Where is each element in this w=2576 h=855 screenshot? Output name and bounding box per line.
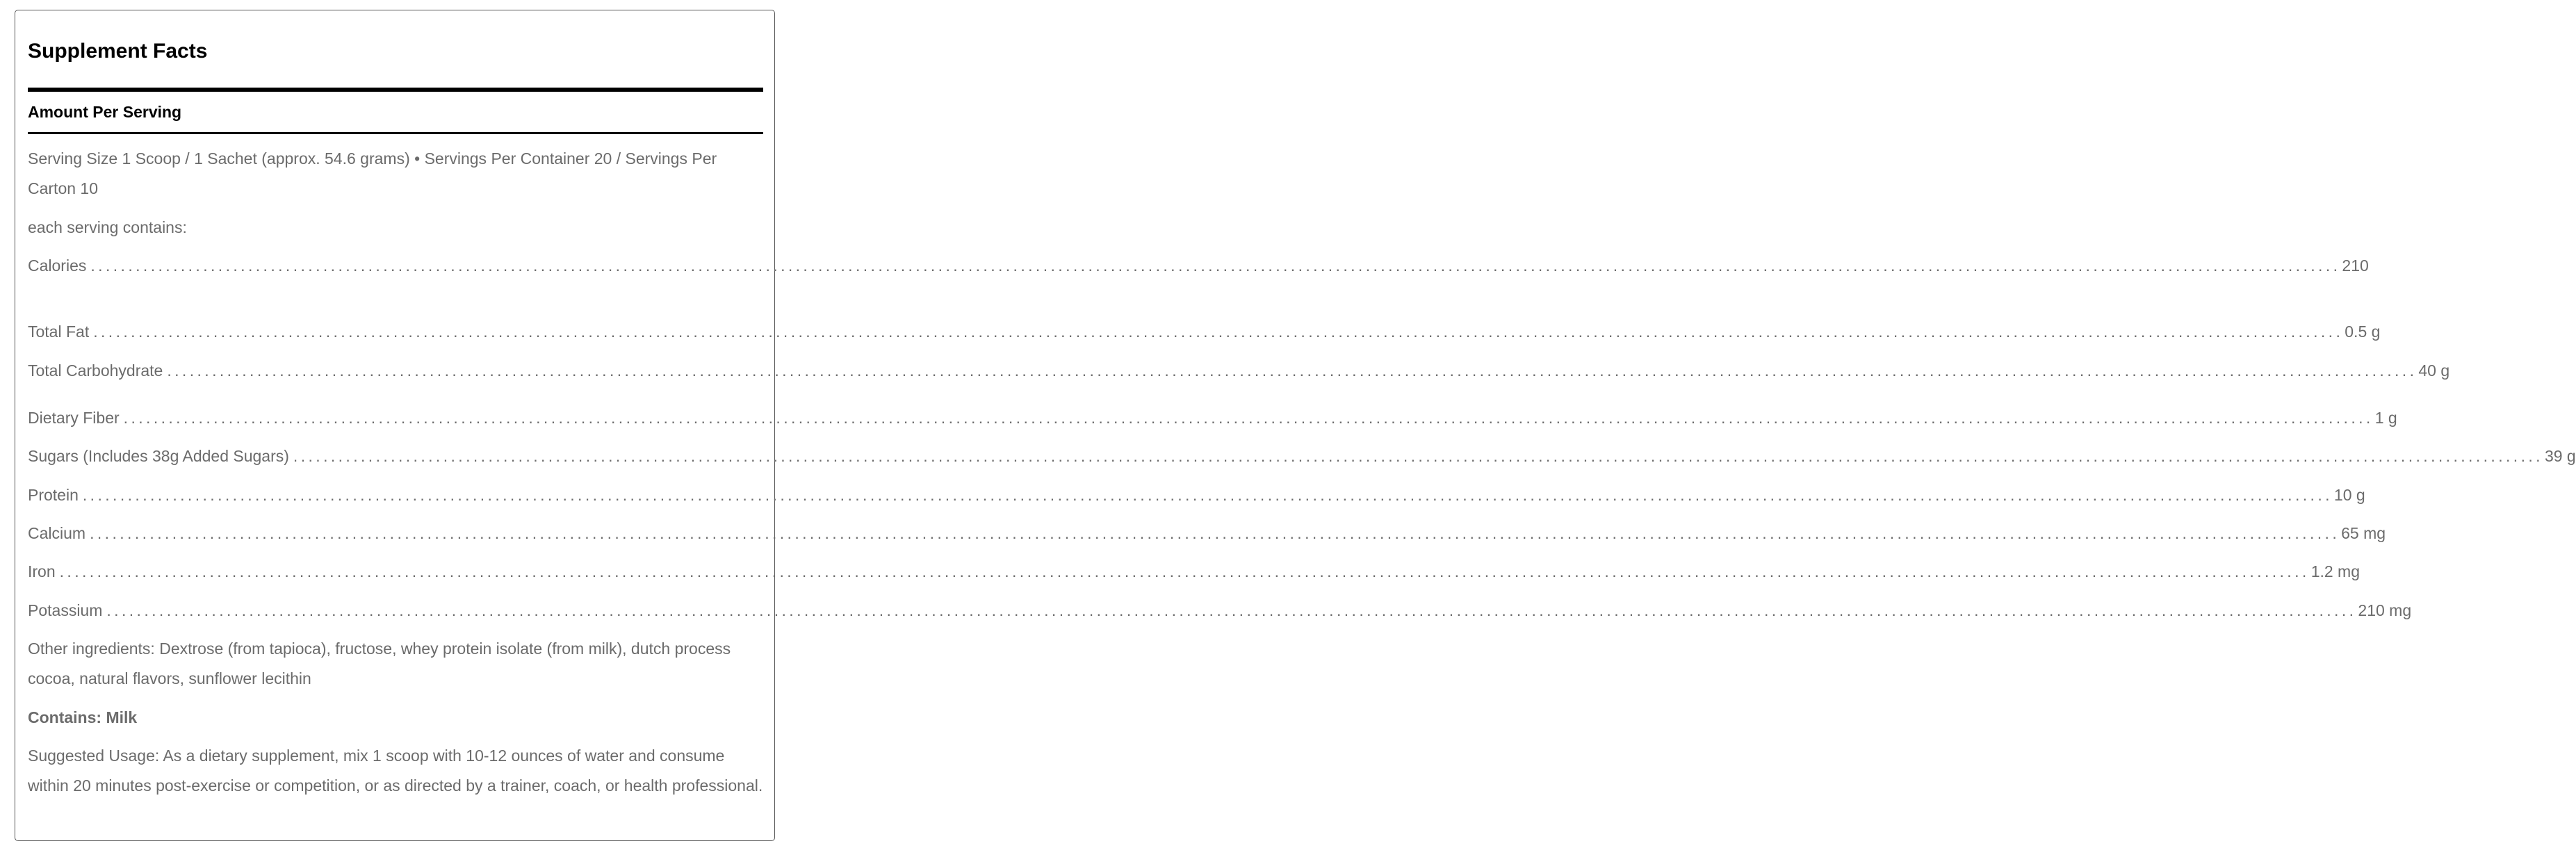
other-ingredients: Other ingredients: Dextrose (from tapioca), fructose, whey protein isolate (from milk), dutch process cocoa, natural flavors, sunflower lecithin: [28, 640, 731, 687]
serving-info: Serving Size 1 Scoop / 1 Sachet (approx. 54.6 grams) • Servings Per Container 20 / Servings Per Carton 10: [28, 149, 717, 197]
dot-leader: ............................................................................................................................................................................................................................................................................................................: [90, 524, 2340, 542]
nutrient-value: 65 mg: [2341, 524, 2386, 542]
nutrient-label: Potassium: [28, 601, 103, 619]
nutrient-row-total-carbohydrate: [28, 359, 2450, 382]
nutrient-value: 1 g: [2374, 409, 2397, 427]
nutrient-value: 40 g: [2418, 361, 2450, 380]
dot-leader: ............................................................................................................................................................................................................................................................................................................: [167, 361, 2418, 380]
nutrient-label: Dietary Fiber: [28, 409, 120, 427]
dot-leader: ............................................................................................................................................................................................................................................................................................................: [82, 486, 2333, 504]
dot-leader: ............................................................................................................................................................................................................................................................................................................: [123, 409, 2374, 427]
nutrient-row-protein: [28, 483, 2365, 507]
nutrient-row-sugars: [28, 444, 2576, 468]
page-title: Supplement Facts: [28, 40, 208, 63]
nutrient-row-calories: [28, 254, 2369, 277]
nutrient-row-dietary-fiber: [28, 406, 2397, 430]
nutrient-value: 210 mg: [2358, 601, 2412, 619]
nutrient-value: 10 g: [2333, 486, 2365, 504]
amount-per-serving-heading: Amount Per Serving: [28, 103, 182, 121]
nutrient-label: Protein: [28, 486, 79, 504]
thin-divider: [28, 132, 763, 134]
each-serving-text: each serving contains:: [28, 218, 187, 236]
dot-leader: ............................................................................................................................................................................................................................................................................................................: [106, 601, 2357, 619]
nutrient-value: 0.5 g: [2345, 323, 2381, 341]
nutrient-label: Iron: [28, 562, 56, 580]
nutrient-row-iron: [28, 560, 2361, 583]
nutrient-row-total-fat: [28, 320, 2381, 343]
dot-leader: ............................................................................................................................................................................................................................................................................................................: [90, 256, 2341, 275]
nutrient-label: Calcium: [28, 524, 86, 542]
suggested-usage: Suggested Usage: As a dietary supplement, mix 1 scoop with 10-12 ounces of water and consume within 20 minutes post-exercise or competition, or as directed by a trainer, coach, or health professional.: [28, 747, 763, 795]
dot-leader: ............................................................................................................................................................................................................................................................................................................: [59, 562, 2310, 580]
nutrient-label: Sugars (Includes 38g Added Sugars): [28, 447, 289, 465]
nutrient-value: 1.2 mg: [2310, 562, 2361, 580]
allergen-statement: Contains: Milk: [28, 708, 138, 726]
thick-divider: [28, 88, 763, 92]
nutrient-value: 39 g: [2544, 447, 2576, 465]
nutrient-label: Calories: [28, 256, 87, 275]
nutrient-row-potassium: [28, 598, 2412, 622]
nutrient-label: Total Fat: [28, 323, 90, 341]
nutrient-value: 210: [2342, 256, 2369, 275]
dot-leader: ............................................................................................................................................................................................................................................................................................................: [293, 447, 2543, 465]
dot-leader: ............................................................................................................................................................................................................................................................................................................: [93, 323, 2344, 341]
nutrient-row-calcium: [28, 521, 2386, 545]
nutrient-label: Total Carbohydrate: [28, 361, 163, 380]
